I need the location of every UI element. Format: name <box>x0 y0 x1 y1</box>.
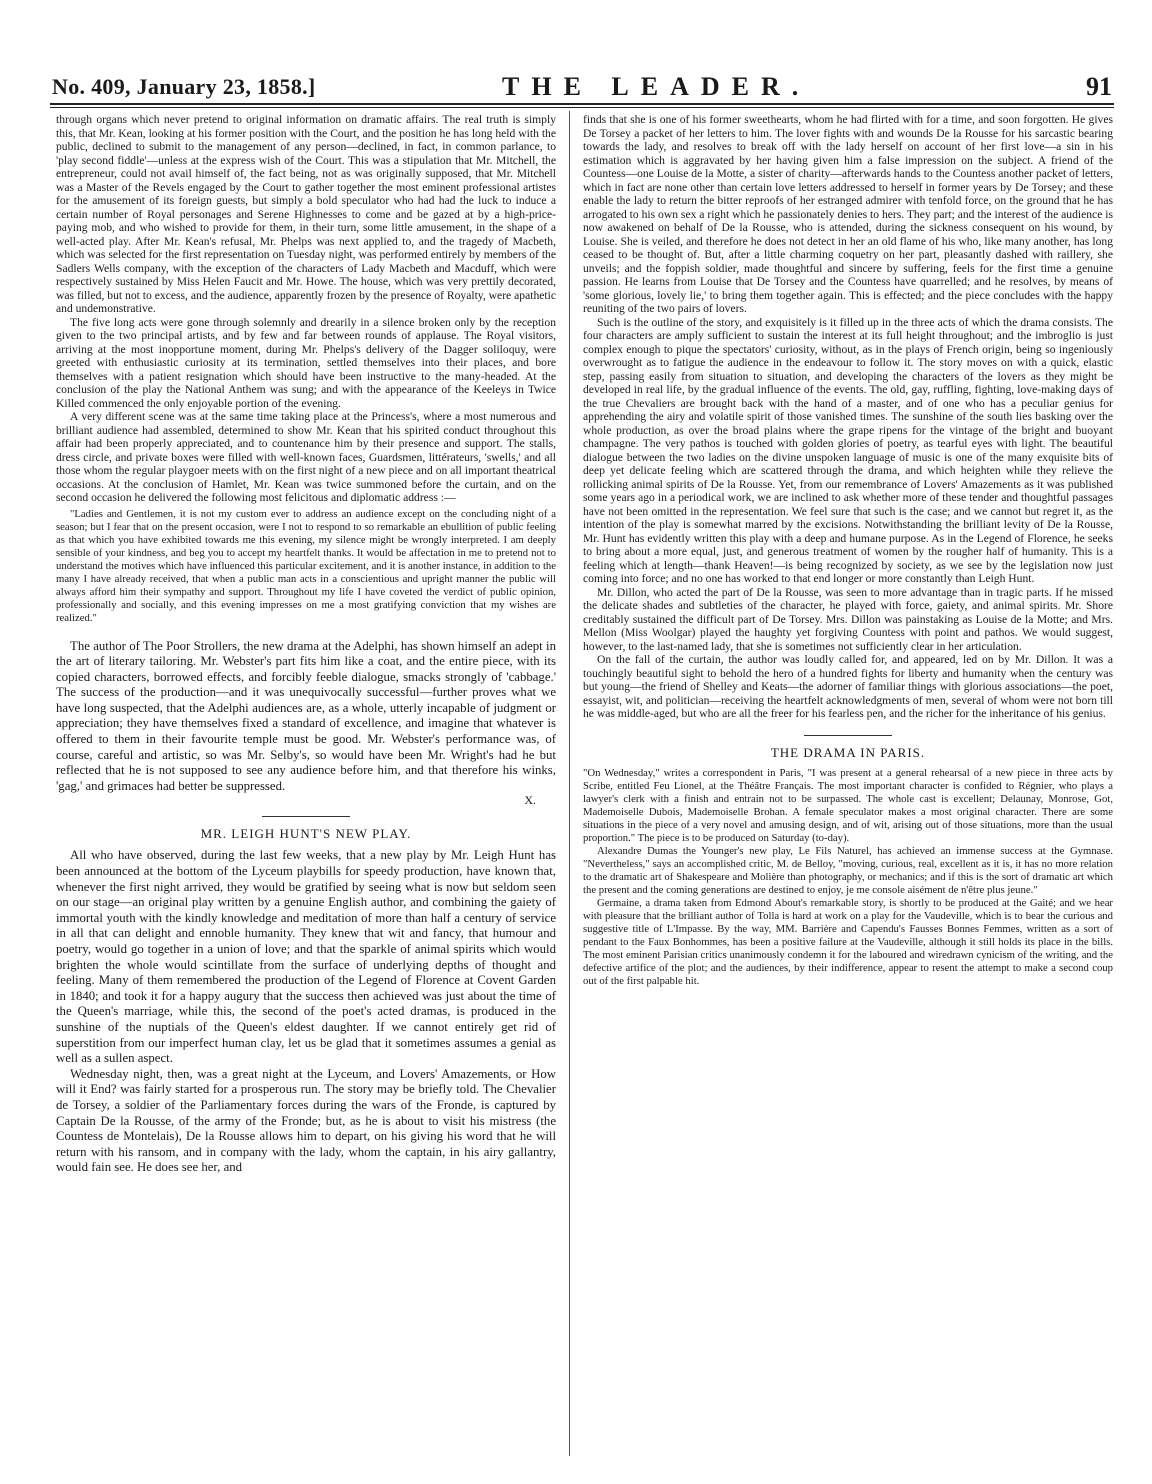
article-paragraph: A very different scene was at the same time taking place at the Princess's, where a most numerous and brilliant audience had assembled, determined to show Mr. Kean that his spirited conduct throughout this affair had been properly appreciated, and to countenance him by their presence and support. The stalls, dress circle, and private boxes were filled with well-known faces, Guardsmen, littérateurs, 'swells,' and all those whom the regular playgoer meets with on the first night of a new piece and on all important theatrical occasions. At the conclusion of Hamlet, Mr. Kean was twice summoned before the curtain, and on the second occasion he delivered the following most felicitous and diplomatic address :— <box>56 410 556 504</box>
section-separator <box>804 735 892 736</box>
article-paragraph: through organs which never pretend to original information on dramatic affairs. The real truth is simply this, that Mr. Kean, looking at his former position with the Court, and the position he has long held with the public, declined to submit to the management of any person—declined, in fact, in common parlance, to 'play second fiddle'—unless at the express wish of the Court. This was a stipulation that Mr. Mitchell, the entrepreneur, could not avail himself of, the fact being, not as was originally supposed, that Mr. Mitchell was a Master of the Revels engaged by the Court to gather together the most eminent professional artistes for the amusement of its foreign guests, but simply a bold speculator who had had the luck to induce a certain number of Royal personages and Serene Highnesses to come and be gazed at by a high-price-paying mob, and who wished to provide for them, in their turn, some little amusement, in the shape of a well-acted play. After Mr. Kean's refusal, Mr. Phelps was next applied to, and the tragedy of Macbeth, which was selected for the first representation on Tuesday night, was performed entirely by members of the Sadlers Wells company, with the exception of the characters of Lady Macbeth and Macduff, which were respectively sustained by Miss Helen Faucit and Mr. Howe. The house, which was very prettily decorated, was filled, but not to excess, and the audience, apparently frozen by the presence of Royalty, were apathetic and undemonstrative. <box>56 113 556 315</box>
issue-date: No. 409, January 23, 1858.] <box>52 74 316 99</box>
section-separator <box>262 816 350 817</box>
masthead <box>52 72 1112 101</box>
masthead-rule <box>50 103 1114 105</box>
masthead-rule-thin <box>50 107 1114 108</box>
article-paragraph: The five long acts were gone through solemnly and drearily in a silence broken only by the reception given to the two principal artists, and by few and far between rounds of applause. The Royal visitors, arriving at the most inopportune moment, during Mr. Phelps's delivery of the Dagger soliloquy, were greeted with enthusiastic curiosity at its termination, settled themselves into their places, and bore themselves with a patient resignation which should have been instructive to the many-headed. At the conclusion of the play the National Anthem was sung; and with the appearance of the Keeleys in Twice Killed commenced the only enjoyable portion of the evening. <box>56 315 556 410</box>
article-paragraph: Alexandre Dumas the Younger's new play, Le Fils Naturel, has achieved an immense success at the Gymnase. "Nevertheless," says an accomplished critic, M. de Belloy, "moving, curious, real, excellent as it is, it has no more relation to the dramatic art of Shakespeare and Molière than photography, or mechanics; and if this is the sort of dramatic art which the present and the coming generations are destined to enjoy, je me console aisément de n'être plus jeune." <box>583 844 1113 896</box>
article-paragraph: On the fall of the curtain, the author was loudly called for, and appeared, led on by Mr. Dillon. It was a touchingly beautiful sight to behold the hero of a hundred fights for liberty and humanity when the century was but young—the friend of Shelley and Keats—the adorner of familiar things with glorious associations—the poet, essayist, wit, and politician—receiving the heartfelt acknowledgments of men, several of whom were not born till he was middle-aged, but who are all the freer for his fearless pen, and the richer for the inheritance of his genius. <box>583 653 1113 720</box>
article-paragraph: "On Wednesday," writes a correspondent in Paris, "I was present at a general rehearsal of a new piece in three acts by Scribe, entitled Feu Lionel, at the Théâtre Français. The most important character is confided to Régnier, who plays a lawyer's clerk with a finish and entrain not to be surpassed. The whole cast is excellent; Delaunay, Monrose, Got, Mademoiselle Dubois, Mademoiselle Brohan. A female speculator makes a most original character. There are some situations in the piece of a very novel and amusing design, and of wit, arising out of those situations, more than the usual proportion." The piece is to be produced on Saturday (to-day). <box>583 766 1113 844</box>
article-paragraph: Wednesday night, then, was a great night at the Lyceum, and Lovers' Amazements, or How will it End? was fairly started for a prosperous run. The story may be briefly told. The Chevalier de Torsey, a soldier of the Parliamentary forces during the wars of the Fronde, is captured by Captain De la Rousse, of the army of the Fronde; but, as he is about to visit his mistress (the Countess de Montelais), De la Rousse allows him to depart, on his giving his word that he will return with his ransom, and in company with the lady, whom the captain, in his airy gallantry, would fain see. He does see her, and <box>56 1066 556 1175</box>
column-divider <box>569 111 570 1456</box>
article-paragraph: The author of The Poor Strollers, the new drama at the Adelphi, has shown himself an adept in the art of literary tailoring. Mr. Webster's part fits him like a coat, and the entire piece, with its copied characters, borrowed effects, and forcibly feeble dialogue, smacks strongly of 'cabbage.' The success of the production—and it was unequivocally successful—further proves what we have long suspected, that the Adelphi audiences are, as a whole, utterly incapable of judgment or appreciation; they have themselves fixed a standard of excellence, and imagine that whatever is offered to them in their favourite temple must be good. Mr. Webster's performance was, of course, careful and artistic, so was Mr. Selby's, so would have been Mr. Wright's had he but reflected that he is not supposed to see any audience before him, and that therefore his winks, 'gag,' and grimaces had better be suppressed. <box>56 638 556 793</box>
article-paragraph: Germaine, a drama taken from Edmond About's remarkable story, is shortly to be produced at the Gaité; and we hear with pleasure that the brilliant author of Tolla is hard at work on a play for the Vaudeville, which is to bear the curious and suggestive title of L'Impasse. By the way, MM. Barrière and Capendu's Fausses Bonnes Femmes, written as a sort of pendant to the Faux Bonhommes, has been a positive failure at the Vaudeville, although it still holds its place in the bills. The most eminent Parisian critics unanimously condemn it for the laboured and wiredrawn cynicism of the writing, and the defective artifice of the plot; and the audiences, by their indifference, appear to resent the attempt to make a second coup out of the first palpable hit. <box>583 896 1113 987</box>
article-paragraph: All who have observed, during the last few weeks, that a new play by Mr. Leigh Hunt has been announced at the bottom of the Lyceum playbills for speedy production, have known that, whenever the first night arrived, they would be gratified by seeing what is now but seldom seen on our stage—an original play written by a genuine English author, and combining the gaiety of immortal youth with the kindly knowledge and meditation of more than half a century of service in all that can delight and ennoble humanity. They knew that wit and fancy, that humour and poetry, would go together in a union of love; and that the sparkle of animal spirits which would brighten the whole would scintillate from the surface of underlying depths of thought and feeling. Many of them remembered the production of the Legend of Florence at Covent Garden in 1840; and took it for a happy augury that the success then achieved was just about the time of the Queen's marriage, while this, the second of the poet's acted dramas, is produced in the sunshine of the nuptials of the Queen's eldest daughter. If we cannot entirely get rid of superstition from our imperfect human clay, let us be glad that it sometimes assumes a genial as well as a sullen aspect. <box>56 848 556 1066</box>
section-heading: MR. LEIGH HUNT'S NEW PLAY. <box>200 826 412 842</box>
right-column <box>583 113 1113 1453</box>
section-heading: THE DRAMA IN PARIS. <box>770 744 926 760</box>
newspaper-title: THE LEADER. <box>502 72 811 101</box>
page-number: 91 <box>1086 72 1112 101</box>
author-signature: X. <box>524 793 536 808</box>
article-paragraph: finds that she is one of his former sweethearts, whom he had flirted with for a time, and soon forgotten. He gives De Torsey a packet of her letters to him. The lover fights with and wounds De la Rousse for his sarcastic bearing towards the lady, and resolves to break off with the lady herself on account of her first love—a sin in his estimation which is aggravated by her having given him a false impression on the subject. A friend of the Countess—one Louise de la Motte, a sister of charity—afterwards hands to the Countess another packet of letters, which in fact are none other than certain love letters addressed to herself in former years by De Torsey; and these enable the lady to return the bitter reproofs of her estranged admirer with tenfold force, on the ground that he has arrogated to his own sex a right which he passionately denies to hers. They part; and the interest of the audience is now awakened on behalf of De la Rousse, who is attended, during the sickness consequent on his wound, by Louise. She is veiled, and therefore he does not detect in her an old flame of his who, like many another, has long ceased to be thought of. But, after a little charming coquetry on her part, pleasantly dashed with raillery, she unveils; and the foppish soldier, made thoughtful and sincere by suffering, feels for the first time a genuine passion. He learns from Louise that De Torsey and the Countess have quarrelled; and he resolves, by means of 'some glorious, lovely lie,' to bring them together again. This is effected; and the piece concludes with the happy reuniting of the two pairs of lovers. <box>583 113 1113 315</box>
article-paragraph: Mr. Dillon, who acted the part of De la Rousse, was seen to more advantage than in tragic parts. If he missed the delicate shades and subtleties of the character, he played with force, gaiety, and animal spirits. Mr. Shore creditably sustained the difficult part of De Torsey. Mrs. Dillon was painstaking as Louise de la Motte; and Mrs. Mellon (Miss Woolgar) played the haughty yet forgiving Countess with point and pathos. We would suggest, however, to the last-named lady, that she is sometimes not sufficiently clear in her articulation. <box>583 585 1113 653</box>
left-column <box>56 113 556 1453</box>
article-paragraph: Such is the outline of the story, and exquisitely is it filled up in the three acts of which the drama consists. The four characters are amply sufficient to sustain the interest at its full height throughout; and the imbroglio is just complex enough to pique the spectators' curiosity, without, as in the plays of French origin, being so ingeniously overwrought as to fatigue the audience in the endeavour to follow it. The story moves on with a quick, elastic step, passing easily from situation to situation, and developing the characters of the lovers as they might be developed in real life, by the gradual influence of the events. The old, gay, ruffling, fighting, love-making days of the true Chevaliers are brought back with the hand of a master, and of one who has a peculiar genius for apprehending the airy and volatile spirit of those vanished times. The sunshine of the south lies basking over the whole production, as over the broad plains where the grape ripens for the vintage of the bright and buoyant champagne. The very pathos is touched with golden glories of poetry, as tearful eyes with light. The beautiful dialogue between the two ladies on the divine unspoken language of music is one of the many exquisite bits of deep yet delicate feeling which are scattered through the drama, and which heighten while they relieve the rollicking animal spirits of De la Rousse. Yet, from our remembrance of Lovers' Amazements as it was published some years ago in a periodical work, we are inclined to ask whether more of these tender and thoughtful passages have not been omitted in the representation. We feel sure that such is the case; and we cannot but regret it, as the intention of the play is somewhat marred by the excisions. Notwithstanding the brilliant levity of De la Rousse, Mr. Hunt has evidently written this play with a deep and humane purpose. As in the Legend of Florence, he seeks to bring about a more equal, just, and generous treatment of women by the rougher half of humanity. This is a feeling which at length—thank Heaven!—is being recognized by society, as we see by the legislation now just coming into force; and no one has worked to that end longer or more constantly than Leigh Hunt. <box>583 315 1113 585</box>
kean-address-quote: "Ladies and Gentlemen, it is not my custom ever to address an audience except on the concluding night of a season; but I fear that on the present occasion, were I not to respond to so remarkable an ebullition of public feeling as that which you have exhibited towards me this evening, my silence might be wrongly interpreted. I am deeply sensible of your kindness, and beg you to accept my heartfelt thanks. It would be affectation in me to pretend not to understand the motives which have influenced this particular excitement, and it is another instance, in addition to the many I have already received, that when a public man acts in a conscientious and upright manner the public will always afford him their sympathy and support. Throughout my life I have coveted the verdict of public opinion, professionally and socially, and this evening impresses on me a most gratifying conviction that my wishes are realized." <box>56 507 556 624</box>
